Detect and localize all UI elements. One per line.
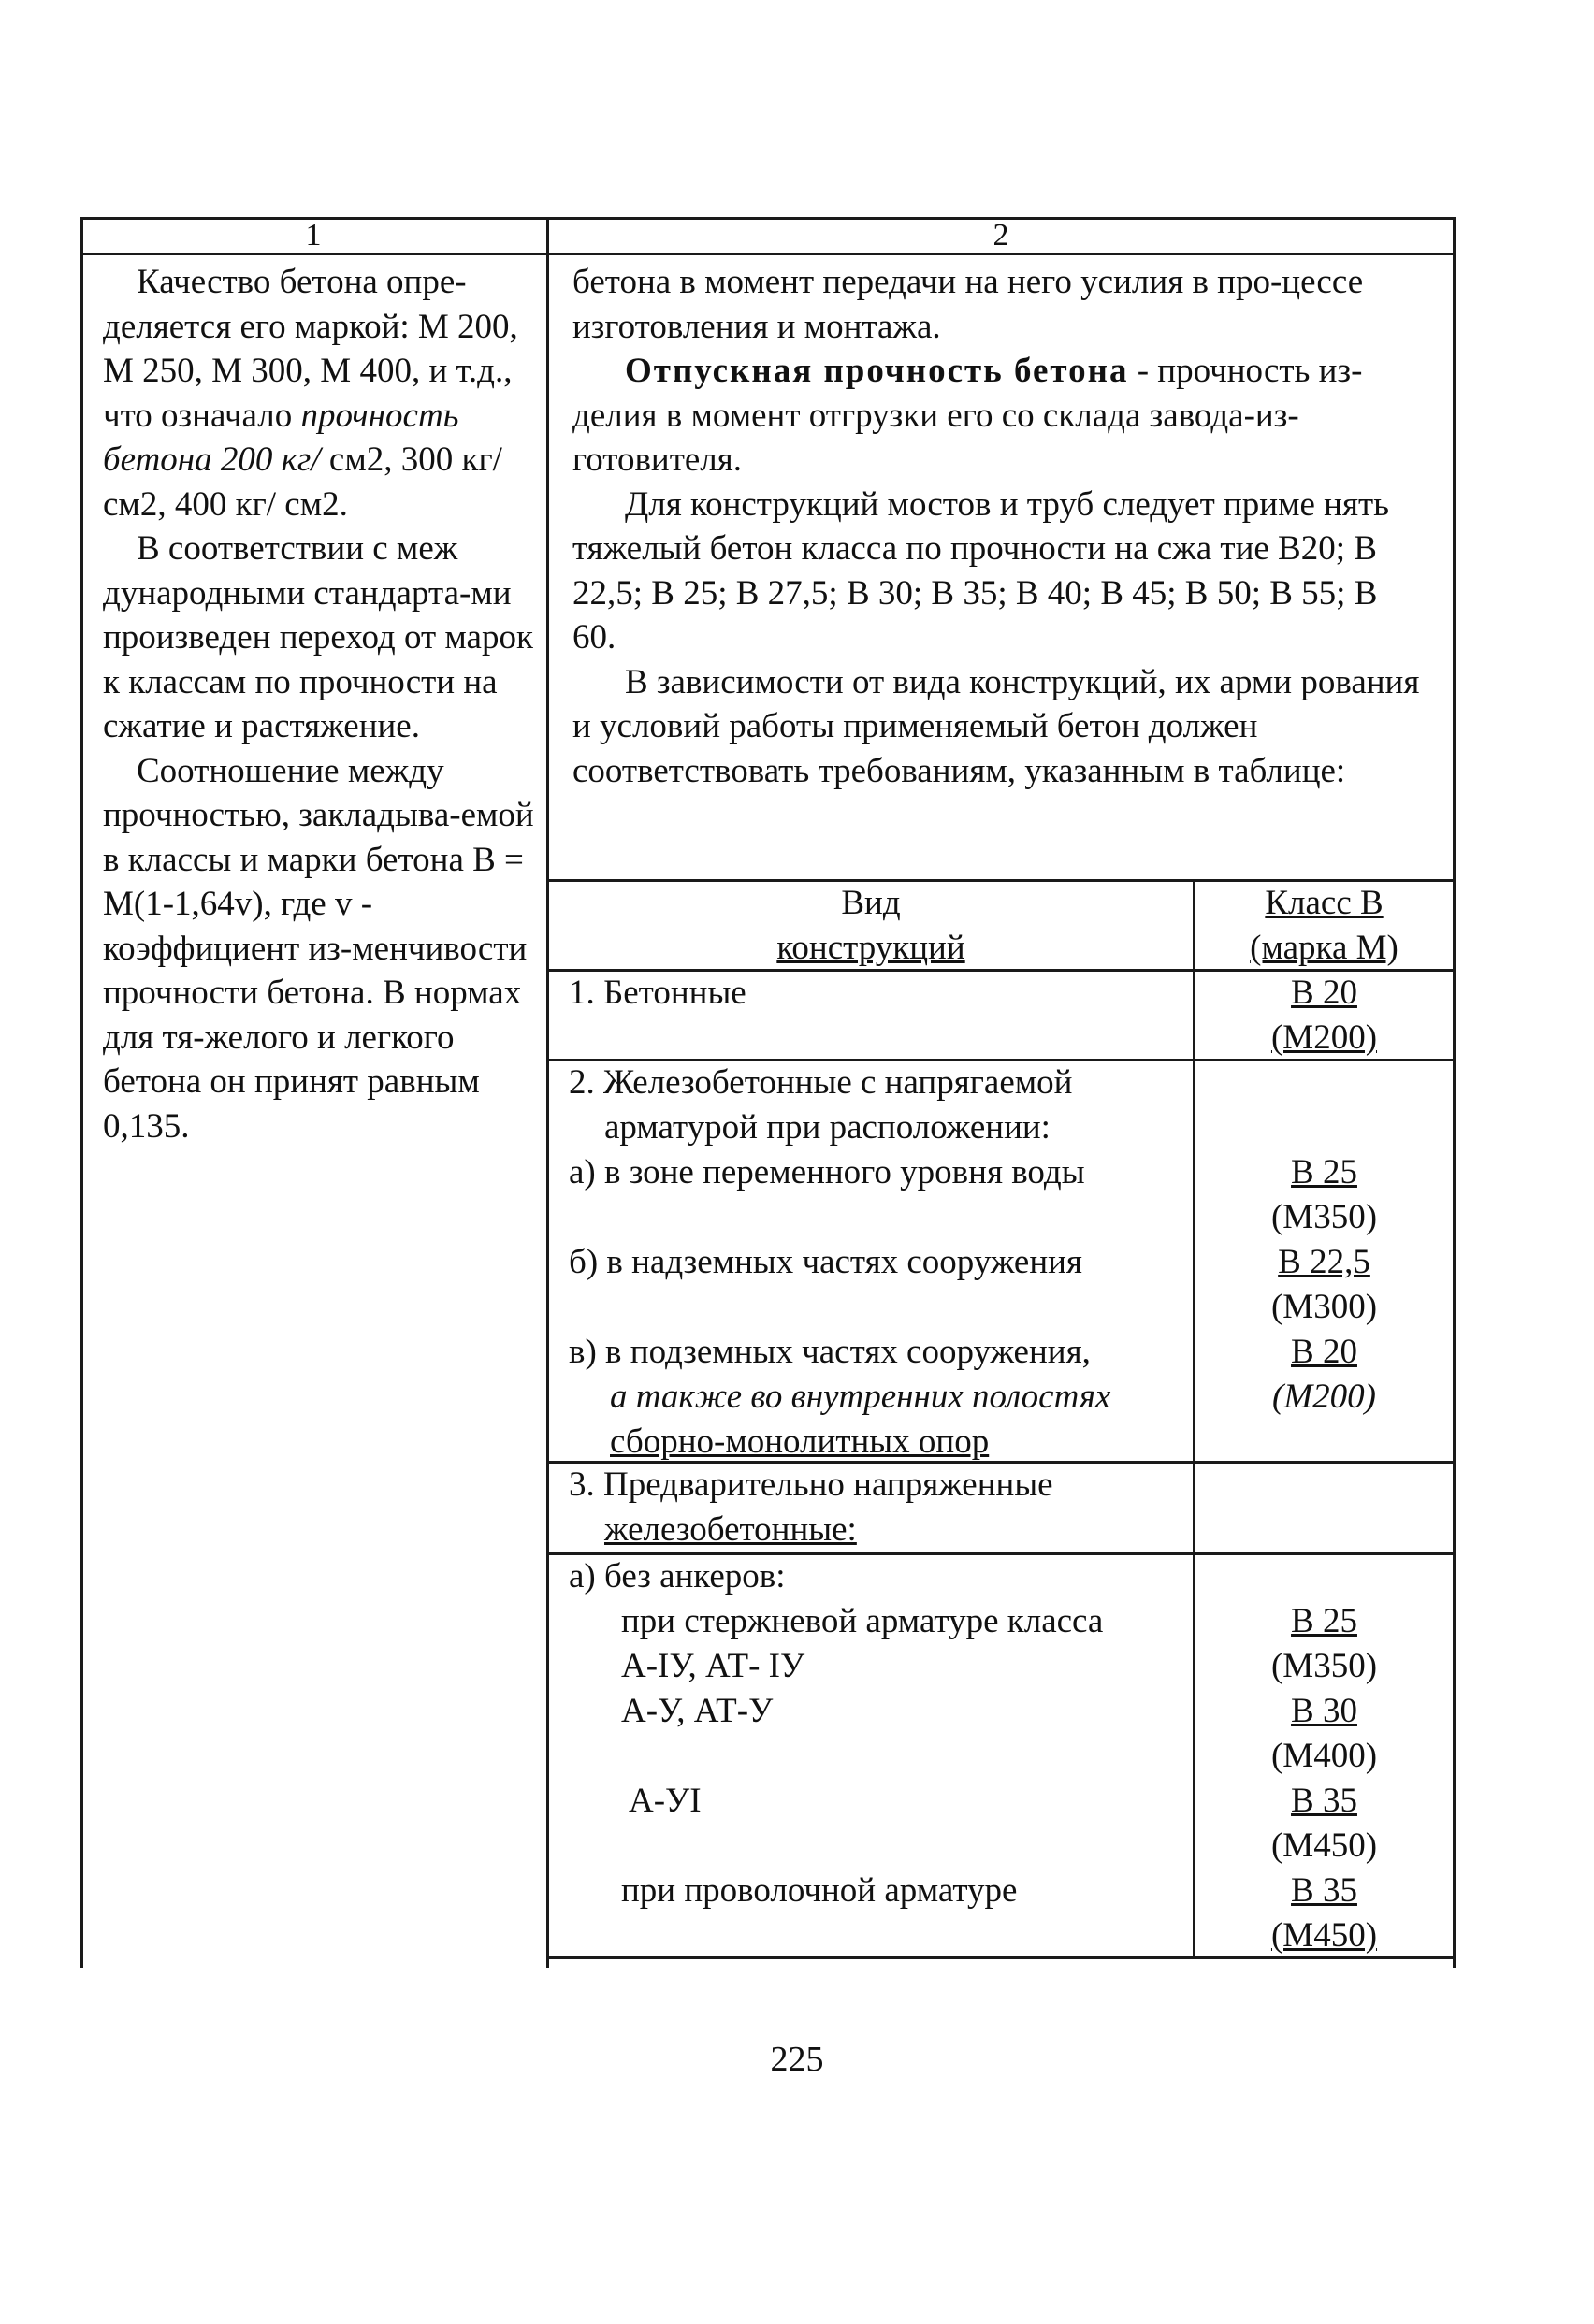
table-right-border: [1453, 217, 1456, 1968]
page-number: 225: [770, 2040, 824, 2079]
col2-term: Отпускная прочность бетона: [625, 352, 1129, 390]
col2-paragraph-3: Для конструкций мостов и труб следует приме нять тяжелый бетон класса по прочности на сжа тие В20; В 22,5; В 25; В 27,5; В 30; В 35; В 40; В 45; В 50; В 55; В 60.: [572, 484, 1390, 657]
table-left-border: [80, 217, 83, 1968]
row-reinforced-classes: В 25 (М350) В 22,5 (М300) В 20 (М200): [1270, 1153, 1378, 1416]
inner-header-left: Вид конструкций: [776, 884, 965, 967]
col1-paragraph-1-tail: см2, 300 кг/см2, 400 кг/ см2.: [103, 440, 502, 524]
column-1-header: 1: [305, 218, 322, 253]
column-2-header: 2: [993, 218, 1009, 253]
row-prestressed-label: 3. Предварительно напряженные железобетонные:: [569, 1465, 1053, 1549]
col1-paragraph-3: Соотношение между прочностью, закладыва-емой в классы и марки бетона В = М(1-1,64v), где v - коэффициент из-менчивости прочности бетона. В нормах для тя-желого и легкого бетона он принят равным 0,135.: [103, 751, 534, 1146]
col2-paragraph-4: В зависимости от вида конструкций, их арми рования и условий работы применяемый бетон должен соответствовать требованиям, указанным в таблице:: [572, 662, 1420, 790]
col1-italic-text: прочность бетона 200 кг/: [103, 396, 459, 479]
col2-paragraph-2: - прочность из-делия в момент отгрузки его со склада завода-из-готовителя.: [572, 352, 1363, 479]
row-concrete-class: В 20 (М200): [1270, 974, 1378, 1057]
row-reinforced-label: 2. Железобетонные с напрягаемой арматурой при расположении: а) в зоне переменного уровня воды б) в надземных частях сооружения в) в подземных частях сооружения, а также во внутренних полостях сборно-монолитных опор: [569, 1063, 1111, 1461]
col1-paragraph-2: В соответствии с меж дународными стандарта-ми произведен переход от марок к классам по прочности на сжатие и растяжение.: [103, 529, 533, 745]
col1-paragraph-1: Качество бетона опре-деляется его маркой: М 200, М 250, М 300, М 400, и т.д., что означало: [103, 263, 518, 435]
column-divider: [546, 217, 549, 1968]
row-no-anchors-label: а) без анкеров: при стержневой арматуре класса А-IУ, АТ- IУ А-У, АТ-У А-УI при проволочной арматуре: [569, 1557, 1104, 1910]
col2-paragraph-1: бетона в момент передачи на него усилия в про-цессе изготовления и монтажа.: [572, 263, 1364, 346]
column-2-text: [572, 260, 1424, 793]
inner-header-right: Класс В (марка М): [1250, 884, 1398, 967]
row-concrete-label: 1. Бетонные: [569, 974, 746, 1012]
column-1-text: [103, 260, 543, 1148]
row-no-anchors-classes: В 25 (М350) В 30 (М400) В 35 (М450) В 35 (М450): [1270, 1602, 1378, 1955]
